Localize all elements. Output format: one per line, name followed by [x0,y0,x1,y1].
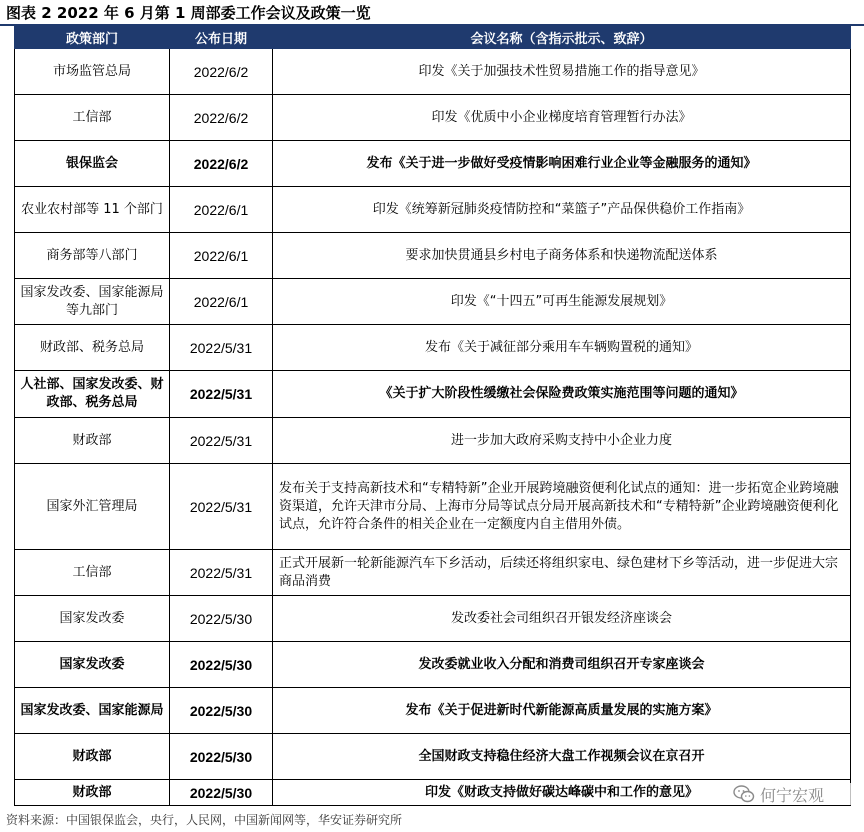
table-header-row [15,27,851,49]
dept-cell: 国家发改委 [15,596,170,642]
table-row [15,187,851,233]
content-cell: 《关于扩大阶段性缓缴社会保险费政策实施范围等问题的通知》 [273,371,851,418]
header-content: 会议名称（含指示批示、致辞） [273,27,851,49]
table-row [15,141,851,187]
table-row [15,734,851,780]
content-cell: 发布《关于促进新时代新能源高质量发展的实施方案》 [273,688,851,734]
date-cell: 2022/5/31 [170,464,273,550]
dept-cell: 财政部 [15,418,170,464]
content-cell: 印发《优质中小企业梯度培育管理暂行办法》 [273,95,851,141]
table-row [15,49,851,95]
dept-cell: 国家发改委、国家能源局等九部门 [15,279,170,325]
content-cell: 印发《统筹新冠肺炎疫情防控和“菜篮子”产品保供稳价工作指南》 [273,187,851,233]
dept-cell: 财政部 [15,780,170,806]
date-cell: 2022/5/30 [170,734,273,780]
date-cell: 2022/5/31 [170,325,273,371]
table-row [15,596,851,642]
table-row [15,95,851,141]
table-row [15,325,851,371]
source-note: 资料来源：中国银保监会，央行，人民网，中国新闻网等，华安证券研究所 [6,813,403,827]
content-cell: 正式开展新一轮新能源汽车下乡活动，后续还将组织家电、绿色建材下乡等活动，进一步促进大宗商品消费 [273,550,851,596]
date-cell: 2022/5/31 [170,371,273,418]
dept-cell: 工信部 [15,550,170,596]
content-cell: 发布关于支持高新技术和“专精特新”企业开展跨境融资便利化试点的通知：进一步拓宽企业跨境融资渠道，允许天津市分局、上海市分局等试点分局开展高新技术和“专精特新”企业跨境融资便利化试点，允许符合条件的相关企业在一定额度内自主借用外债。 [273,464,851,550]
dept-cell: 银保监会 [15,141,170,187]
dept-cell: 农业农村部等 11 个部门 [15,187,170,233]
header-date: 公布日期 [170,27,273,49]
table-row [15,550,851,596]
table-row [15,371,851,418]
content-cell: 发改委社会司组织召开银发经济座谈会 [273,596,851,642]
dept-cell: 财政部 [15,734,170,780]
content-cell: 进一步加大政府采购支持中小企业力度 [273,418,851,464]
date-cell: 2022/6/2 [170,49,273,95]
date-cell: 2022/5/30 [170,780,273,806]
content-cell: 印发《财政支持做好碳达峰碳中和工作的意见》 [273,780,851,806]
dept-cell: 商务部等八部门 [15,233,170,279]
table-row [15,279,851,325]
table-row [15,688,851,734]
content-cell: 印发《关于加强技术性贸易措施工作的指导意见》 [273,49,851,95]
dept-cell: 人社部、国家发改委、财政部、税务总局 [15,371,170,418]
date-cell: 2022/5/31 [170,550,273,596]
dept-cell: 市场监管总局 [15,49,170,95]
figure-title: 图表 2 2022 年 6 月第 1 周部委工作会议及政策一览 [6,4,371,22]
table-row [15,642,851,688]
content-cell: 发布《关于进一步做好受疫情影响困难行业企业等金融服务的通知》 [273,141,851,187]
table-row [15,418,851,464]
dept-cell: 国家发改委 [15,642,170,688]
table-row [15,780,851,806]
content-cell: 发改委就业收入分配和消费司组织召开专家座谈会 [273,642,851,688]
date-cell: 2022/5/31 [170,418,273,464]
dept-cell: 国家外汇管理局 [15,464,170,550]
date-cell: 2022/6/1 [170,233,273,279]
watermark [733,783,853,805]
table-row [15,464,851,550]
date-cell: 2022/5/30 [170,688,273,734]
watermark-text: 何宁宏观 [760,785,825,805]
header-dept: 政策部门 [15,27,170,49]
dept-cell: 工信部 [15,95,170,141]
dept-cell: 财政部、税务总局 [15,325,170,371]
date-cell: 2022/6/2 [170,95,273,141]
date-cell: 2022/5/30 [170,596,273,642]
policy-table [14,26,851,806]
content-cell: 要求加快贯通县乡村电子商务体系和快递物流配送体系 [273,233,851,279]
date-cell: 2022/6/1 [170,187,273,233]
table-row [15,233,851,279]
content-cell: 印发《“十四五”可再生能源发展规划》 [273,279,851,325]
dept-cell: 国家发改委、国家能源局 [15,688,170,734]
content-cell: 发布《关于减征部分乘用车车辆购置税的通知》 [273,325,851,371]
date-cell: 2022/6/2 [170,141,273,187]
wechat-icon [733,785,755,803]
content-cell: 全国财政支持稳住经济大盘工作视频会议在京召开 [273,734,851,780]
date-cell: 2022/5/30 [170,642,273,688]
date-cell: 2022/6/1 [170,279,273,325]
